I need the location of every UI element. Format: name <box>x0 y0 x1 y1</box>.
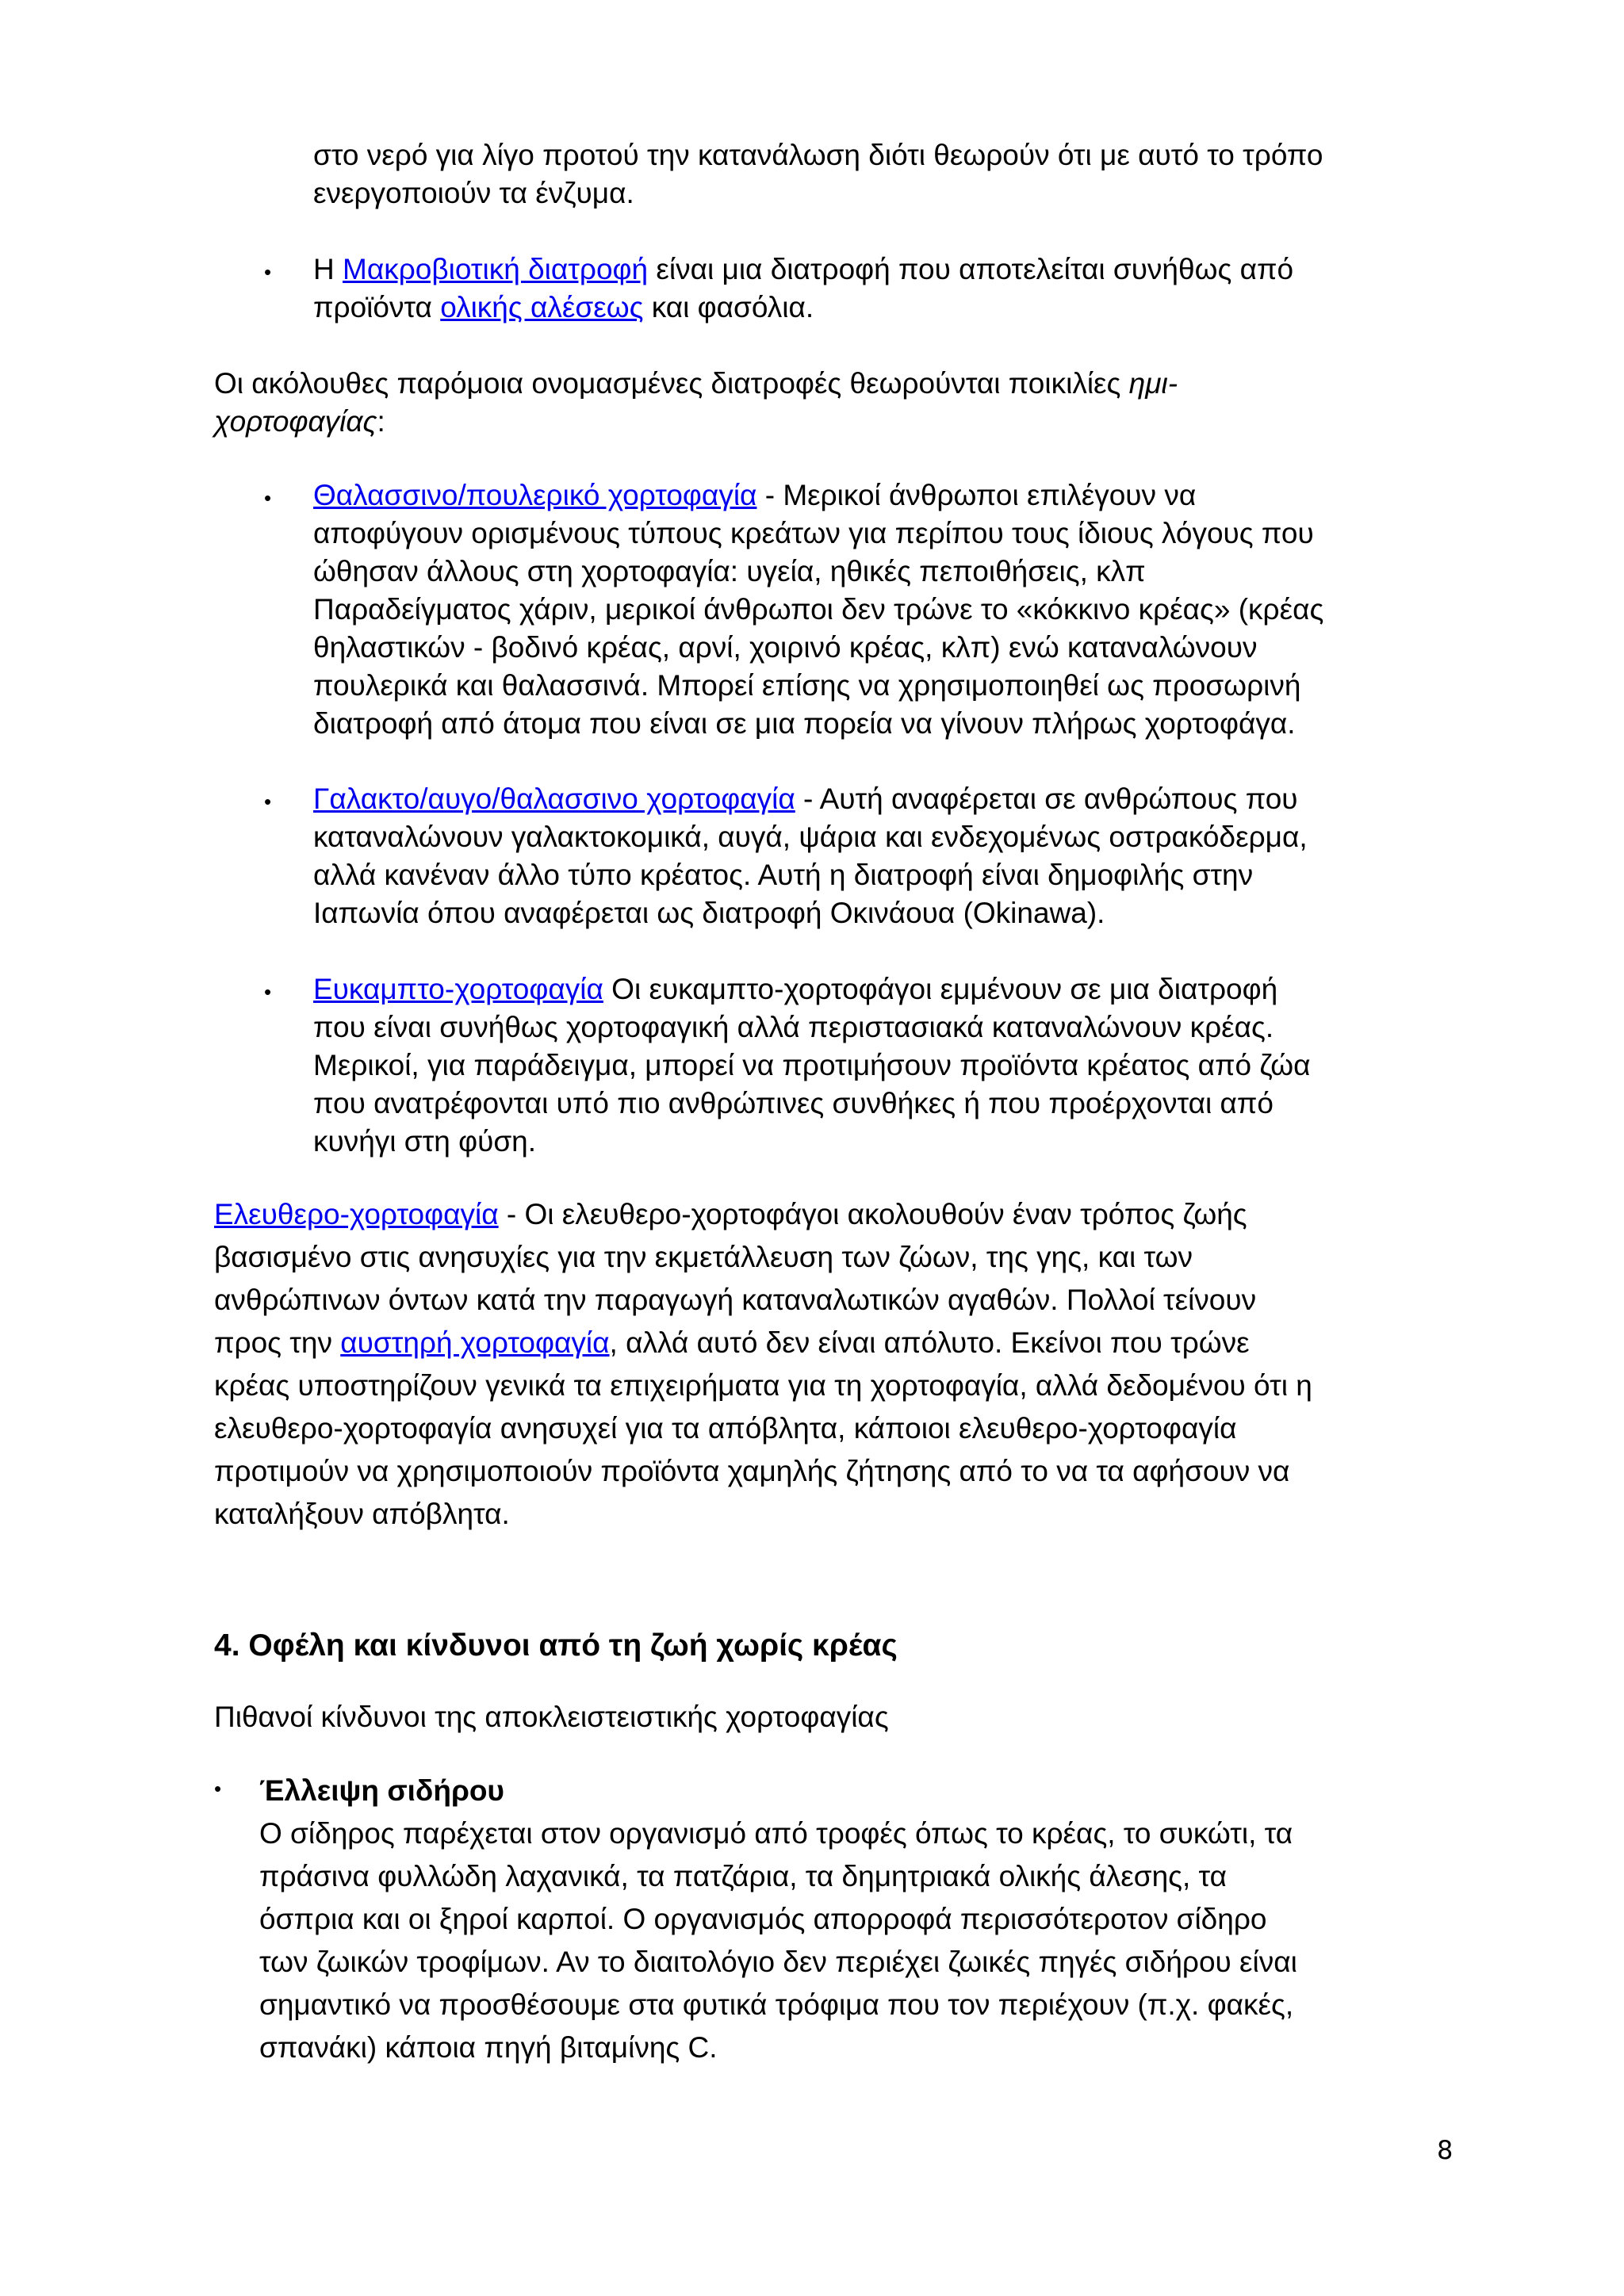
list-item-flexitarian: Ευκαμπτο-χορτοφαγία Οι ευκαμπτο-χορτοφάγοι εμμένουν σε μια διατροφή που είναι συνήθως χορτοφαγική αλλά περιστασιακά καταναλώνουν κρέας. Μερικοί, για παράδειγμα, μπορεί να προτιμήσουν προϊόντα κρέατος από ζώα που ανατρέφονται υπό πιο ανθρώπινες συνθήκες ή που προέρχονται από κυνήγι στη φύση. <box>313 973 1311 1158</box>
section-heading: 4. Οφέλη και κίνδυνοι από τη ζωή χωρίς κρέας <box>214 1628 898 1663</box>
list-item-iron-deficiency: Έλλειψη σιδήρου Ο σίδηρος παρέχεται στον οργανισμό από τροφές όπως το κρέας, το συκώτι, τα πράσινα φυλλώδη λαχανικά, τα πατζάρια, τα δημητριακά ολικής άλεσης, τα όσπρια και οι ξηροί καρποί. Ο οργανισμός απορροφά περισσότεροτον σίδηρο των ζωικών τροφίμων. Αν το διαιτολόγιο δεν περιέχει ζωικές πηγές σιδήρου είναι σημαντικό να προσθέσουμε στα φυτικά τρόφιμα που τον περιέχουν (π.χ. φακές, σπανάκι) κάποια πηγή βιταμίνης C. <box>259 1770 1297 2069</box>
semi-vegetarian-intro: Οι ακόλουθες παρόμοια ονομασμένες διατροφές θεωρούνται ποικιλίες ημι- χορτοφαγίας: <box>214 367 1178 438</box>
bullet-marker: • <box>264 980 272 1004</box>
page-number: 8 <box>1437 2135 1454 2165</box>
bullet-marker: • <box>264 486 272 510</box>
risks-intro: Πιθανοί κίνδυνοι της αποκλειστειστικής χορτοφαγίας <box>214 1701 889 1733</box>
link-pesco-pollo-vegetarian[interactable]: Θαλασσινο/πουλερικό χορτοφαγία <box>313 479 757 511</box>
bullet-marker: • <box>264 790 272 813</box>
link-strict-vegetarianism[interactable]: αυστηρή χορτοφαγία <box>340 1326 610 1359</box>
freegan-paragraph: Ελευθερο-χορτοφαγία - Οι ελευθερο-χορτοφάγοι ακολουθούν έναν τρόπος ζωής βασισμένο στις ανησυχίες για την εκμετάλλευση των ζώων, της γης, και των ανθρώπινων όντων κατά την παραγωγή καταναλωτικών αγαθών. Πολλοί τείνουν προς την αυστηρή χορτοφαγία, αλλά αυτό δεν είναι απόλυτο. Εκείνοι που τρώνε κρέας υποστηρίζουν γενικά τα επιχειρήματα για τη χορτοφαγία, αλλά δεδομένου ότι η ελευθερο-χορτοφαγία ανησυχεί για τα απόβλητα, κάποιοι ελευθερο-χορτοφαγία προτιμούν να χρησιμοποιούν προϊόντα χαμηλής ζήτησης από το να τα αφήσουν να καταλήξουν απόβλητα. <box>214 1198 1312 1530</box>
link-whole-grain[interactable]: ολικής αλέσεως <box>440 291 644 323</box>
list-item-macrobiotic: Η Μακροβιοτική διατροφή είναι μια διατροφή που αποτελείται συνήθως από προϊόντα ολικής αλέσεως και φασόλια. <box>313 253 1294 323</box>
link-lacto-ovo-pesco-vegetarian[interactable]: Γαλακτο/αυγο/θαλασσινο χορτοφαγία <box>313 783 795 815</box>
link-flexitarian[interactable]: Ευκαμπτο-χορτοφαγία <box>313 973 603 1005</box>
link-macrobiotic-diet[interactable]: Μακροβιοτική διατροφή <box>343 253 649 285</box>
bullet-marker: • <box>214 1777 222 1800</box>
list-item-pesco-pollo: Θαλασσινο/πουλερικό χορτοφαγία - Μερικοί άνθρωποι επιλέγουν να αποφύγουν ορισμένους τύπους κρεάτων για περίπου τους ίδιους λόγους που ώθησαν άλλους στη χορτοφαγία: υγεία, ηθικές πεποιθήσεις, κλπ Παραδείγματος χάριν, μερικοί άνθρωποι δεν τρώνε το «κόκκινο κρέας» (κρέας θηλαστικών - βοδινό κρέας, αρνί, χοιρινό κρέας, κλπ) ενώ καταναλώνουν πουλερικά και θαλασσινά. Μπορεί επίσης να χρησιμοποιηθεί ως προσωρινή διατροφή από άτομα που είναι σε μια πορεία να γίνουν πλήρως χορτοφάγα. <box>313 479 1324 740</box>
list-item-lacto-ovo-pesco: Γαλακτο/αυγο/θαλασσινο χορτοφαγία - Αυτή αναφέρεται σε ανθρώπους που καταναλώνουν γαλακτοκομικά, αυγά, ψάρια και ενδεχομένως οστρακόδερμα, αλλά κανέναν άλλο τύπο κρέατος. Αυτή η διατροφή είναι δημοφιλής στην Ιαπωνία όπου αναφέρεται ως διατροφή Οκινάουα (Okinawa). <box>313 783 1308 929</box>
bullet-marker: • <box>264 260 272 284</box>
iron-deficiency-title: Έλλειψη σιδήρου <box>259 1774 504 1807</box>
paragraph-continuation: στο νερό για λίγο προτού την κατανάλωση διότι θεωρούν ότι με αυτό το τρόπο ενεργοποιούν τα ένζυμα. <box>313 139 1323 209</box>
link-freegan[interactable]: Ελευθερο-χορτοφαγία <box>214 1198 499 1230</box>
